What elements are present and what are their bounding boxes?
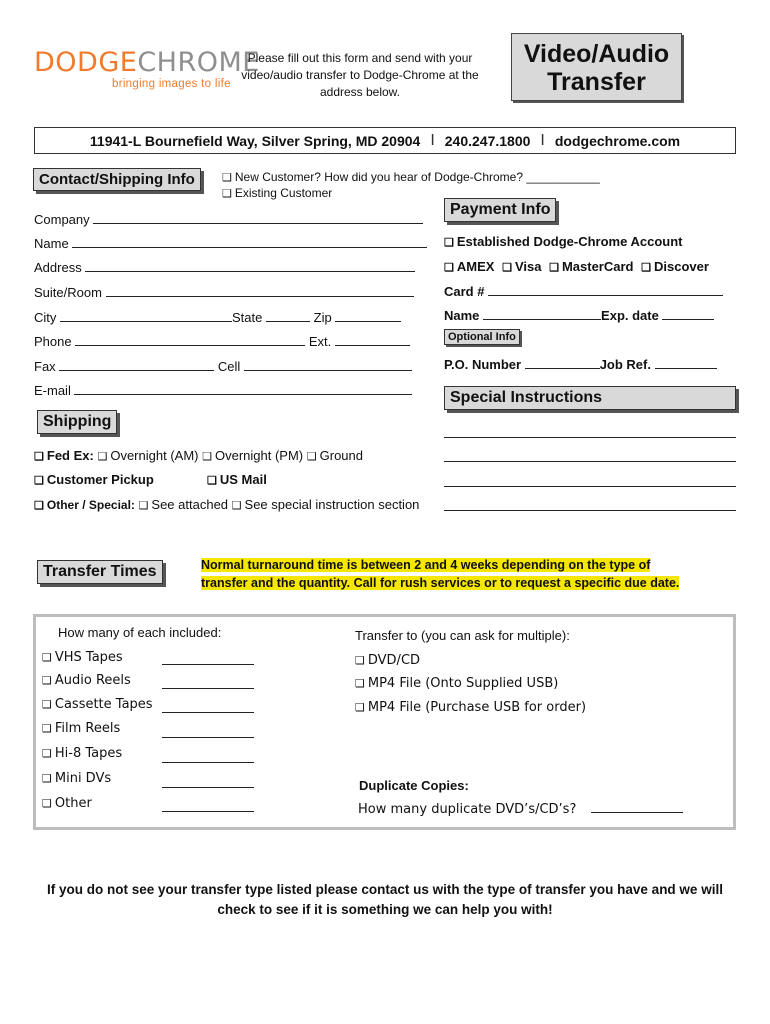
- fedex-label: ❑ Fed Ex:: [34, 448, 94, 463]
- company-field-row: [34, 212, 423, 227]
- included-item-mini-dv[interactable]: ❑ Mini DVs: [42, 771, 111, 786]
- card-type-row: [444, 259, 709, 274]
- cell-field[interactable]: [244, 370, 412, 371]
- duplicate-question: How many duplicate DVD’s/CD’s?: [358, 802, 577, 817]
- discover-checkbox[interactable]: ❑ Discover: [641, 259, 709, 274]
- other-special-row: [34, 497, 419, 512]
- city-label: City: [34, 310, 57, 325]
- ext-label: Ext.: [308, 334, 332, 349]
- name-label: Name: [34, 236, 69, 251]
- city-field-row: [34, 310, 401, 325]
- exp-label: Exp. date: [601, 308, 659, 323]
- special-instructions-line[interactable]: [444, 461, 736, 462]
- po-row: [444, 357, 717, 372]
- shipping-section-label: Shipping: [37, 410, 117, 434]
- company-phone: 240.247.1800: [444, 132, 531, 149]
- overnight-pm-checkbox[interactable]: ❑ Overnight (PM): [202, 448, 303, 463]
- company-field[interactable]: [93, 223, 423, 224]
- footer-note: If you do not see your transfer type listed please contact us with the type of transfer you have and we will check to see if it is something we can help you with!: [47, 882, 723, 917]
- address-label: Address: [34, 260, 82, 275]
- new-customer-checkbox[interactable]: ❑ New Customer? How did you hear of Dodge-Chrome? ___________: [222, 170, 600, 184]
- quantity-field[interactable]: [162, 811, 254, 812]
- duplicate-copies-row: [358, 802, 683, 817]
- quantity-field[interactable]: [162, 762, 254, 763]
- state-field[interactable]: [266, 321, 310, 322]
- card-name-label: Name: [444, 308, 480, 323]
- transfer-option-mp4-purchase[interactable]: ❑ MP4 File (Purchase USB for order): [355, 700, 586, 715]
- separator: I: [430, 131, 435, 149]
- other-special-label: ❑ Other / Special:: [34, 498, 135, 512]
- included-item-other[interactable]: ❑ Other: [42, 796, 92, 811]
- company-website: dodgechrome.com: [554, 132, 681, 149]
- job-ref-field[interactable]: [655, 368, 717, 369]
- address-field[interactable]: [85, 271, 415, 272]
- card-label: Card #: [444, 284, 485, 299]
- optional-info-label: Optional Info: [444, 329, 520, 345]
- quantity-field[interactable]: [162, 688, 254, 689]
- included-item-film-reels[interactable]: ❑ Film Reels: [42, 721, 120, 736]
- transfer-to-heading: Transfer to (you can ask for multiple):: [355, 628, 570, 643]
- po-label: P.O. Number: [444, 357, 522, 372]
- name-field[interactable]: [72, 247, 427, 248]
- po-number-field[interactable]: [525, 368, 600, 369]
- overnight-am-checkbox[interactable]: ❑ Overnight (AM): [97, 448, 198, 463]
- ext-field[interactable]: [335, 345, 410, 346]
- see-attached-checkbox[interactable]: ❑ See attached: [139, 497, 229, 512]
- us-mail-checkbox[interactable]: ❑ US Mail: [207, 472, 267, 487]
- zip-field[interactable]: [335, 321, 401, 322]
- city-field[interactable]: [60, 321, 232, 322]
- turnaround-notice: Normal turnaround time is between 2 and 4 weeks depending on the type of transfer and the quantity. Call for rush services or to request a specific due date.: [201, 558, 680, 590]
- card-number-field[interactable]: [488, 295, 723, 296]
- address-bar: [34, 127, 736, 154]
- established-account-checkbox[interactable]: ❑ Established Dodge-Chrome Account: [444, 234, 682, 249]
- email-field-row: [34, 383, 412, 398]
- transfer-details-panel: [33, 614, 736, 830]
- payment-section-label: Payment Info: [444, 198, 556, 222]
- logo-tagline: bringing images to life: [112, 78, 231, 90]
- duplicate-copies-heading: Duplicate Copies:: [359, 778, 469, 793]
- ground-checkbox[interactable]: ❑ Ground: [307, 448, 363, 463]
- intro-text: Please fill out this form and send with your video/audio transfer to Dodge-Chrome at the address below.: [241, 51, 479, 99]
- email-label: E-mail: [34, 383, 71, 398]
- included-item-audio-reels[interactable]: ❑ Audio Reels: [42, 673, 131, 688]
- state-label: State: [232, 310, 263, 325]
- card-name-row: [444, 308, 714, 323]
- amex-checkbox[interactable]: ❑ AMEX: [444, 259, 494, 274]
- transfer-option-mp4-supplied[interactable]: ❑ MP4 File (Onto Supplied USB): [355, 676, 558, 691]
- duplicate-count-field[interactable]: [591, 812, 683, 813]
- cell-label: Cell: [217, 359, 241, 374]
- fedex-row: [34, 448, 363, 463]
- special-instructions-label: Special Instructions: [444, 386, 736, 410]
- customer-pickup-checkbox[interactable]: ❑ Customer Pickup: [34, 472, 154, 487]
- included-heading: How many of each included:: [58, 625, 222, 640]
- company-logo: DODGECHROME: [34, 47, 260, 78]
- see-special-checkbox[interactable]: ❑ See special instruction section: [232, 497, 420, 512]
- exp-date-field[interactable]: [662, 319, 714, 320]
- transfer-option-dvd[interactable]: ❑ DVD/CD: [355, 653, 420, 668]
- transfer-times-label: Transfer Times: [37, 560, 163, 584]
- special-instructions-line[interactable]: [444, 510, 736, 511]
- phone-field-row: [34, 334, 410, 349]
- special-instructions-line[interactable]: [444, 486, 736, 487]
- special-instructions-line[interactable]: [444, 437, 736, 438]
- jobref-label: Job Ref.: [599, 357, 651, 372]
- contact-section-label: Contact/Shipping Info: [33, 168, 201, 191]
- name-field-row: [34, 236, 427, 251]
- included-item-vhs[interactable]: ❑ VHS Tapes: [42, 650, 123, 665]
- fax-field-row: [34, 359, 412, 374]
- company-address: 11941-L Bournefield Way, Silver Spring, MD 20904: [89, 132, 421, 149]
- suite-label: Suite/Room: [34, 285, 102, 300]
- form-title: Video/Audio Transfer: [511, 33, 682, 101]
- card-name-field[interactable]: [483, 319, 601, 320]
- quantity-field[interactable]: [162, 737, 254, 738]
- email-field[interactable]: [74, 394, 412, 395]
- zip-label: Zip: [313, 310, 332, 325]
- quantity-field[interactable]: [162, 787, 254, 788]
- included-item-hi8[interactable]: ❑ Hi-8 Tapes: [42, 746, 122, 761]
- suite-field[interactable]: [106, 296, 414, 297]
- address-field-row: [34, 260, 415, 275]
- phone-label: Phone: [34, 334, 72, 349]
- quantity-field[interactable]: [162, 664, 254, 665]
- company-label: Company: [34, 212, 90, 227]
- existing-customer-checkbox[interactable]: ❑ Existing Customer: [222, 186, 332, 200]
- fax-field[interactable]: [59, 370, 214, 371]
- quantity-field[interactable]: [162, 712, 254, 713]
- mastercard-checkbox[interactable]: ❑ MasterCard: [549, 259, 633, 274]
- card-number-row: [444, 284, 723, 299]
- separator: I: [540, 131, 545, 149]
- visa-checkbox[interactable]: ❑ Visa: [502, 259, 541, 274]
- included-item-cassette[interactable]: ❑ Cassette Tapes: [42, 697, 153, 712]
- fax-label: Fax: [34, 359, 56, 374]
- suite-field-row: [34, 285, 414, 300]
- phone-field[interactable]: [75, 345, 305, 346]
